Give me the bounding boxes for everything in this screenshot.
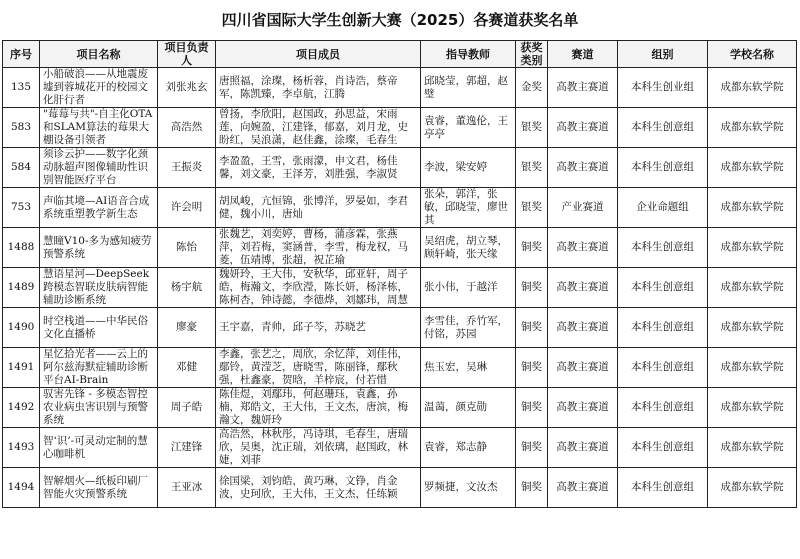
cell-members: 王宇嘉，青帅，邱子芩，苏晓艺 — [216, 308, 421, 348]
cell-advisors: 吴绍虎，胡立琴，顾轩崎，张天缘 — [421, 228, 516, 268]
cell-leader: 刘张兆玄 — [158, 68, 216, 108]
cell-no: 584 — [3, 148, 40, 188]
cell-advisors: 温蔼，颜克勋 — [421, 388, 516, 428]
cell-school: 成都东软学院 — [708, 228, 797, 268]
cell-project: 时空栈道——中华民俗文化直播桥 — [40, 308, 158, 348]
cell-track: 高教主赛道 — [548, 268, 618, 308]
cell-members: 高浩然，林秋彤，冯诗琪，毛春生，唐瑞欣，吴奥，沈正瑞，刘依璃，赵国政，林婕，刘菲 — [216, 428, 421, 468]
header-advisors: 指导教师 — [421, 41, 516, 68]
table-row — [3, 68, 797, 108]
table-row — [3, 268, 797, 308]
header-group: 组别 — [618, 41, 708, 68]
cell-award: 铜奖 — [516, 228, 548, 268]
cell-no: 1494 — [3, 468, 40, 508]
cell-award: 金奖 — [516, 68, 548, 108]
cell-members: 张魏艺，刘奕婷，曹杨，蒲彦霖，张燕萍，刘若梅，窦涵普，李雪，梅龙权，马菱，伍靖博，张超，祝芷瑜 — [216, 228, 421, 268]
cell-track: 高教主赛道 — [548, 428, 618, 468]
cell-track: 高教主赛道 — [548, 148, 618, 188]
header-award: 获奖类别 — [516, 41, 548, 68]
awards-table — [2, 40, 797, 508]
cell-project: 小船破浪——从地震废墟到蓉城花开的校园文化肝行者 — [40, 68, 158, 108]
cell-school: 成都东软学院 — [708, 428, 797, 468]
cell-members: 李盈盈，王雪，张雨濛，申文君，杨佳馨，刘文豪，王泽芳，刘胜强，李淑贤 — [216, 148, 421, 188]
cell-project: "莓莓与共"-自主化OTA和SLAM算法的莓果大棚设备引领者 — [40, 108, 158, 148]
table-row — [3, 428, 797, 468]
cell-advisors: 李波，梁安婷 — [421, 148, 516, 188]
cell-track: 高教主赛道 — [548, 308, 618, 348]
cell-award: 银奖 — [516, 148, 548, 188]
cell-school: 成都东软学院 — [708, 188, 797, 228]
cell-no: 135 — [3, 68, 40, 108]
cell-track: 高教主赛道 — [548, 108, 618, 148]
cell-leader: 陈怡 — [158, 228, 216, 268]
table-row — [3, 108, 797, 148]
cell-leader: 邓健 — [158, 348, 216, 388]
cell-group: 本科生创意组 — [618, 108, 708, 148]
cell-school: 成都东软学院 — [708, 68, 797, 108]
table-row — [3, 348, 797, 388]
table-header-row — [3, 41, 797, 68]
cell-members: 李鑫，张艺之，周欣，余忆萍，刘佳伟，鄢铃，黄滢芝，唐晓雪，陈丽锋，鄢秋强，杜鑫豪，贺晗，羊梓宸，付若惜 — [216, 348, 421, 388]
cell-advisors: 张朵，郭洋，张敏，邱晓莹，廖世其 — [421, 188, 516, 228]
table-row — [3, 228, 797, 268]
table-row — [3, 388, 797, 428]
cell-group: 本科生创意组 — [618, 228, 708, 268]
header-members: 项目成员 — [216, 41, 421, 68]
cell-project: 慧瞳V10-多为感知疲劳预警系统 — [40, 228, 158, 268]
cell-award: 铜奖 — [516, 468, 548, 508]
cell-project: 慧语星河—DeepSeek跨模态智联皮肤病智能辅助诊断系统 — [40, 268, 158, 308]
cell-track: 高教主赛道 — [548, 68, 618, 108]
cell-award: 银奖 — [516, 188, 548, 228]
cell-school: 成都东软学院 — [708, 108, 797, 148]
cell-award: 银奖 — [516, 108, 548, 148]
header-leader: 项目负责人 — [158, 41, 216, 68]
cell-award: 铜奖 — [516, 348, 548, 388]
cell-group: 本科生创意组 — [618, 388, 708, 428]
table-body — [3, 68, 797, 508]
cell-advisors: 李雪佳，乔竹军，付铭，苏园 — [421, 308, 516, 348]
cell-group: 本科生创业组 — [618, 68, 708, 108]
header-school: 学校名称 — [708, 41, 797, 68]
cell-advisors: 邱晓莹，郭超，赵璧 — [421, 68, 516, 108]
cell-members: 胡凤峻，亢恒锦，张博洋，罗晏如，李君健，魏小川，唐灿 — [216, 188, 421, 228]
cell-group: 本科生创意组 — [618, 348, 708, 388]
cell-project: 星忆拾光者——云上的阿尔兹海默症辅助诊断平台AI-Brain — [40, 348, 158, 388]
cell-advisors: 焦玉宏，吴琳 — [421, 348, 516, 388]
cell-leader: 许会明 — [158, 188, 216, 228]
table-row — [3, 468, 797, 508]
cell-track: 产业赛道 — [548, 188, 618, 228]
cell-group: 企业命题组 — [618, 188, 708, 228]
cell-no: 1489 — [3, 268, 40, 308]
cell-members: 陈佳煜，刘鄢玮，何赵珊珏，袁鑫，孙楠，郑皓文，王大伟，王文杰，唐滨，梅瀚文，魏妍玲 — [216, 388, 421, 428]
cell-leader: 廖豪 — [158, 308, 216, 348]
cell-award: 铜奖 — [516, 308, 548, 348]
table-row — [3, 308, 797, 348]
cell-group: 本科生创意组 — [618, 428, 708, 468]
table-row — [3, 188, 797, 228]
cell-project: 智解烟火—纸板印刷厂智能火灾预警系统 — [40, 468, 158, 508]
cell-leader: 王振炎 — [158, 148, 216, 188]
cell-leader: 高浩然 — [158, 108, 216, 148]
cell-school: 成都东软学院 — [708, 468, 797, 508]
document-title: 四川省国际大学生创新大赛（2025）各赛道获奖名单 — [221, 11, 579, 29]
cell-no: 583 — [3, 108, 40, 148]
cell-track: 高教主赛道 — [548, 388, 618, 428]
cell-advisors: 罗频捷，文汝杰 — [421, 468, 516, 508]
cell-no: 1490 — [3, 308, 40, 348]
cell-leader: 王亚冰 — [158, 468, 216, 508]
cell-no: 753 — [3, 188, 40, 228]
cell-award: 铜奖 — [516, 388, 548, 428]
cell-leader: 周子皓 — [158, 388, 216, 428]
cell-project: 须诊云护——数字化颈动脉超声图像辅助性识别智能医疗平台 — [40, 148, 158, 188]
cell-track: 高教主赛道 — [548, 348, 618, 388]
cell-members: 唐照福，涂璨，杨析蓉，肖诗浩，蔡帝军，陈凯臻，李卓航，江腾 — [216, 68, 421, 108]
cell-members: 曾扬，李欣阳，赵国政，孙思益，宋雨莲，向婉盈，江建锋，郁嘉，刘月龙，史盼红，吴浪潇，赵佳鑫，涂璨，毛春生 — [216, 108, 421, 148]
cell-group: 本科生创意组 — [618, 148, 708, 188]
cell-group: 本科生创意组 — [618, 308, 708, 348]
cell-school: 成都东软学院 — [708, 348, 797, 388]
cell-project: 智‘识’-可灵动定制的慧心咖啡机 — [40, 428, 158, 468]
cell-project: 声临其境—AI语音合成系统重塑教学新生态 — [40, 188, 158, 228]
cell-leader: 杨宇航 — [158, 268, 216, 308]
cell-school: 成都东软学院 — [708, 148, 797, 188]
cell-advisors: 张小伟，于越洋 — [421, 268, 516, 308]
cell-track: 高教主赛道 — [548, 228, 618, 268]
cell-school: 成都东软学院 — [708, 308, 797, 348]
cell-award: 铜奖 — [516, 428, 548, 468]
cell-group: 本科生创意组 — [618, 268, 708, 308]
cell-school: 成都东软学院 — [708, 388, 797, 428]
cell-group: 本科生创意组 — [618, 468, 708, 508]
cell-project: 驭害先锋 - 多模态智控农业病虫害识别与预警系统 — [40, 388, 158, 428]
cell-members: 魏妍玲，王大伟，安秋华，邱亚轩，周子皓，梅瀚文，李欣瀅，陈长妍，杨泽栋，陈柯杏，钟诗懿，李德烨，刘鄒玮，周慧 — [216, 268, 421, 308]
cell-track: 高教主赛道 — [548, 468, 618, 508]
header-track: 赛道 — [548, 41, 618, 68]
cell-no: 1493 — [3, 428, 40, 468]
cell-no: 1492 — [3, 388, 40, 428]
cell-advisors: 袁睿，郑志静 — [421, 428, 516, 468]
cell-no: 1488 — [3, 228, 40, 268]
cell-members: 徐国梁，刘钧皓，黄巧琳，文铮，肖金波，史珂欣，王大伟，王文杰，任练颖 — [216, 468, 421, 508]
header-project: 项目名称 — [40, 41, 158, 68]
cell-no: 1491 — [3, 348, 40, 388]
header-no: 序号 — [3, 41, 40, 68]
cell-award: 铜奖 — [516, 268, 548, 308]
table-row — [3, 148, 797, 188]
cell-leader: 江建锋 — [158, 428, 216, 468]
cell-school: 成都东软学院 — [708, 268, 797, 308]
cell-advisors: 袁睿，董逸伦，王亭亭 — [421, 108, 516, 148]
